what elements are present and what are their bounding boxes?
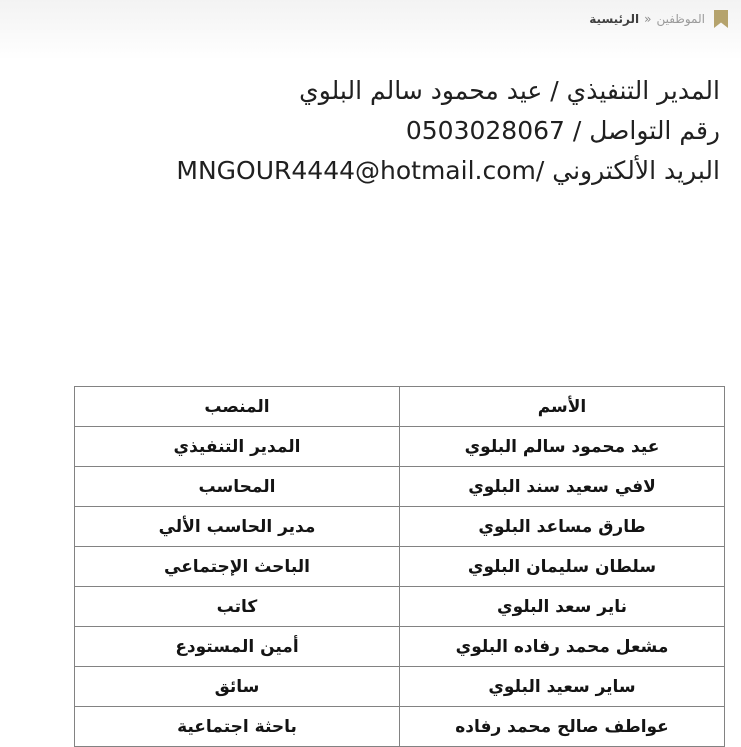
table-row bbox=[75, 587, 725, 627]
employee-position-cell: كاتب bbox=[75, 587, 400, 627]
employee-name-cell: عواطف صالح محمد رفاده bbox=[400, 707, 725, 747]
top-strip bbox=[0, 0, 741, 60]
employee-name-cell: عيد محمود سالم البلوي bbox=[400, 427, 725, 467]
breadcrumb-current-page: الموظفين bbox=[656, 12, 705, 26]
email-line: البريد الألكتروني /MNGOUR4444@hotmail.com bbox=[176, 156, 720, 185]
employee-position-cell: المدير التنفيذي bbox=[75, 427, 400, 467]
manager-info-block bbox=[176, 71, 720, 191]
employee-position-cell: الباحث الإجتماعي bbox=[75, 547, 400, 587]
contact-number-line: رقم التواصل / 0503028067 bbox=[405, 116, 720, 145]
table-row bbox=[75, 547, 725, 587]
table-row bbox=[75, 627, 725, 667]
employee-name-cell: لافي سعيد سند البلوي bbox=[400, 467, 725, 507]
table-row bbox=[75, 507, 725, 547]
employee-position-cell: سائق bbox=[75, 667, 400, 707]
employee-position-cell: باحثة اجتماعية bbox=[75, 707, 400, 747]
employees-table bbox=[74, 386, 725, 747]
employee-position-cell: أمين المستودع bbox=[75, 627, 400, 667]
employee-name-cell: ساير سعيد البلوي bbox=[400, 667, 725, 707]
breadcrumb-home-link[interactable]: الرئيسية bbox=[589, 12, 640, 26]
breadcrumb-separator: » bbox=[644, 12, 652, 26]
employee-name-cell: مشعل محمد رفاده البلوي bbox=[400, 627, 725, 667]
table-row bbox=[75, 667, 725, 707]
column-header-position: المنصب bbox=[75, 387, 400, 427]
bookmark-icon bbox=[714, 10, 728, 28]
employee-position-cell: المحاسب bbox=[75, 467, 400, 507]
employee-position-cell: مدير الحاسب الألي bbox=[75, 507, 400, 547]
employee-name-cell: طارق مساعد البلوي bbox=[400, 507, 725, 547]
employee-name-cell: سلطان سليمان البلوي bbox=[400, 547, 725, 587]
manager-name-line: المدير التنفيذي / عيد محمود سالم البلوي bbox=[299, 76, 720, 105]
employee-name-cell: ناير سعد البلوي bbox=[400, 587, 725, 627]
table-row bbox=[75, 427, 725, 467]
table-row bbox=[75, 707, 725, 747]
table-header-row bbox=[75, 387, 725, 427]
breadcrumb bbox=[589, 10, 728, 28]
table-row bbox=[75, 467, 725, 507]
column-header-name: الأسم bbox=[400, 387, 725, 427]
